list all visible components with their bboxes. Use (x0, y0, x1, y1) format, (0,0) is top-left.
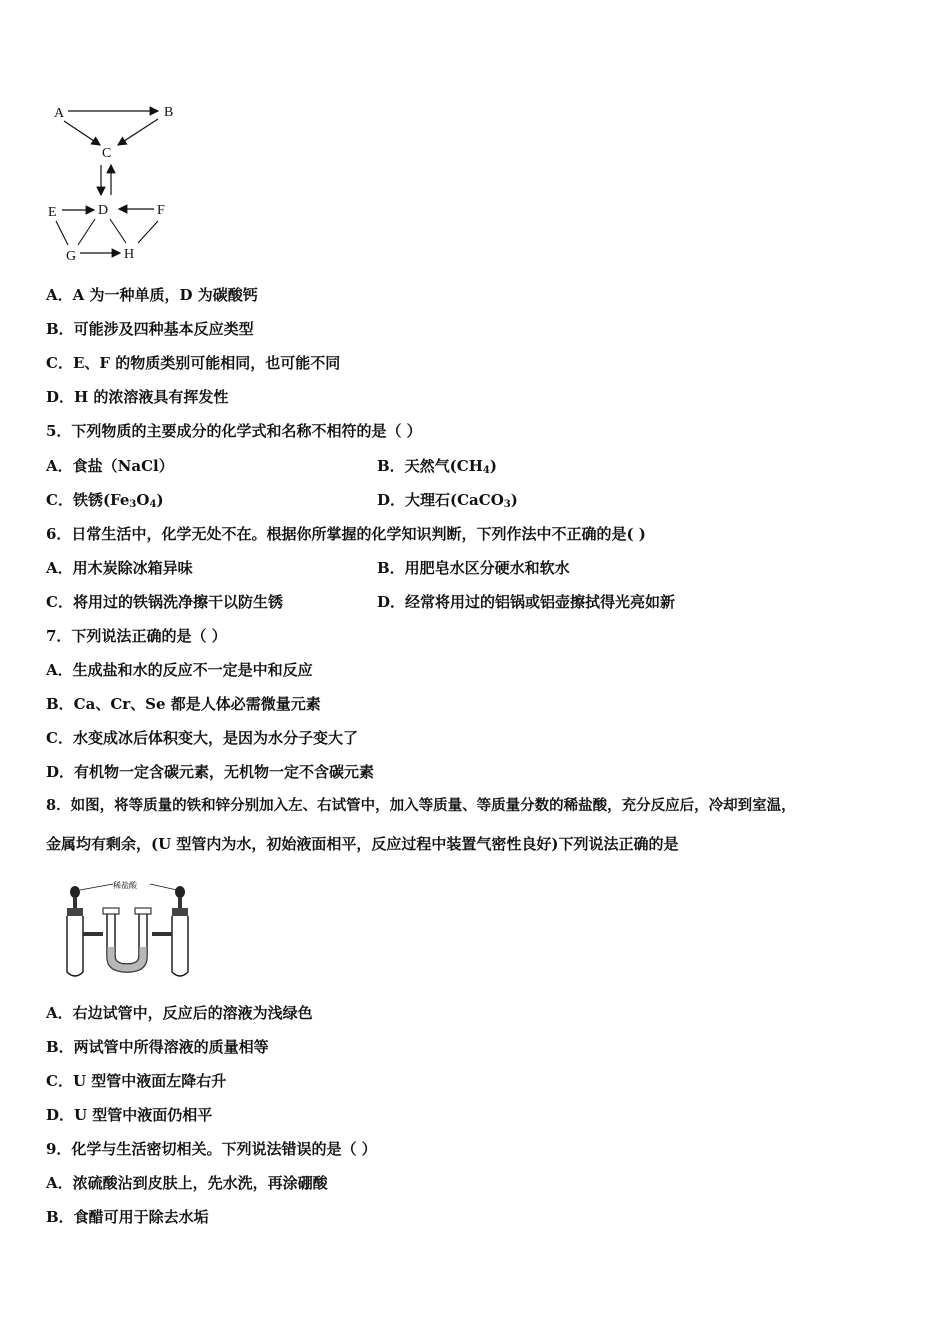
q8-option-a: A．右边试管中，反应后的溶液为浅绿色 (46, 1004, 313, 1022)
q6-stem: 6．日常生活中，化学无处不在。根据你所掌握的化学知识判断，下列作法中不正确的是( ) (46, 525, 646, 543)
q6-option-d: D．经常将用过的铝锅或铝壶擦拭得光亮如新 (377, 593, 676, 611)
dilute-hcl-label: 稀盐酸 (113, 881, 137, 890)
node-c: C (102, 146, 112, 161)
q7-option-c: C．水变成冰后体积变大，是因为水分子变大了 (46, 729, 358, 747)
node-b: B (164, 105, 174, 120)
q8-option-c: C．U 型管中液面左降右升 (46, 1072, 227, 1090)
line-f-h (138, 221, 158, 243)
q5-option-b: B．天然气$(CH_4)$ (377, 457, 497, 476)
q4-option-b: B．可能涉及四种基本反应类型 (46, 320, 254, 338)
q6-option-b: B．用肥皂水区分硬水和软水 (377, 559, 570, 577)
q4-option-d: D．H 的浓溶液具有挥发性 (46, 388, 229, 406)
u-tube-apparatus-figure (55, 872, 200, 982)
left-dropper-funnel (67, 886, 83, 916)
q8-stem-line2: 金属均有剩余，(U 型管内为水，初始液面相平，反应过程中装置气密性良好)下列说法正确的是 (46, 835, 679, 853)
arrow-a-c (64, 121, 100, 145)
q7-option-b: B．Ca、Cr、Se 都是人体必需微量元素 (46, 695, 321, 713)
q9-option-b: B．食醋可用于除去水垢 (46, 1208, 209, 1226)
q9-stem: 9．化学与生活密切相关。下列说法错误的是（ ） (46, 1140, 377, 1158)
q7-stem: 7．下列说法正确的是（ ） (46, 627, 227, 645)
q4-option-a: A．A 为一种单质，D 为碳酸钙 (46, 286, 258, 304)
q4-option-c: C．E、F 的物质类别可能相同，也可能不同 (46, 354, 341, 372)
left-test-tube (67, 916, 83, 976)
node-e: E (48, 205, 57, 220)
right-dropper-funnel (172, 886, 188, 916)
node-a: A (54, 106, 65, 121)
line-d-g (78, 219, 95, 245)
q5-option-c: C．铁锈$(Fe_3O_4)$ (46, 491, 164, 510)
q8-option-b: B．两试管中所得溶液的质量相等 (46, 1038, 269, 1056)
q5-option-a: A．食盐（NaCl） (46, 457, 174, 475)
q9-option-a: A．浓硫酸沾到皮肤上，先水洗，再涂硼酸 (46, 1174, 328, 1192)
q7-option-a: A．生成盐和水的反应不一定是中和反应 (46, 661, 313, 679)
q5-stem: 5．下列物质的主要成分的化学式和名称不相符的是（ ） (46, 422, 422, 440)
q6-option-c: C．将用过的铁锅洗净擦干以防生锈 (46, 593, 283, 611)
right-test-tube (172, 916, 188, 976)
q8-option-d: D．U 型管中液面仍相平 (46, 1106, 213, 1124)
node-g: G (66, 249, 77, 264)
line-e-g (56, 221, 68, 245)
q7-option-d: D．有机物一定含碳元素，无机物一定不含碳元素 (46, 763, 375, 781)
q5-option-d: D．大理石(CaCO$_3$) (377, 491, 518, 510)
node-d: D (98, 203, 109, 218)
node-f: F (157, 203, 165, 218)
arrow-b-c (118, 119, 158, 145)
transformation-diagram (40, 95, 200, 270)
line-d-h (110, 219, 126, 243)
q6-option-a: A．用木炭除冰箱异味 (46, 559, 193, 577)
q8-stem-line1: 8．如图，将等质量的铁和锌分别加入左、右试管中，加入等质量、等质量分数的稀盐酸，充分反应后，冷却到室温， (46, 797, 796, 814)
node-h: H (124, 247, 135, 262)
u-tube (103, 908, 151, 972)
